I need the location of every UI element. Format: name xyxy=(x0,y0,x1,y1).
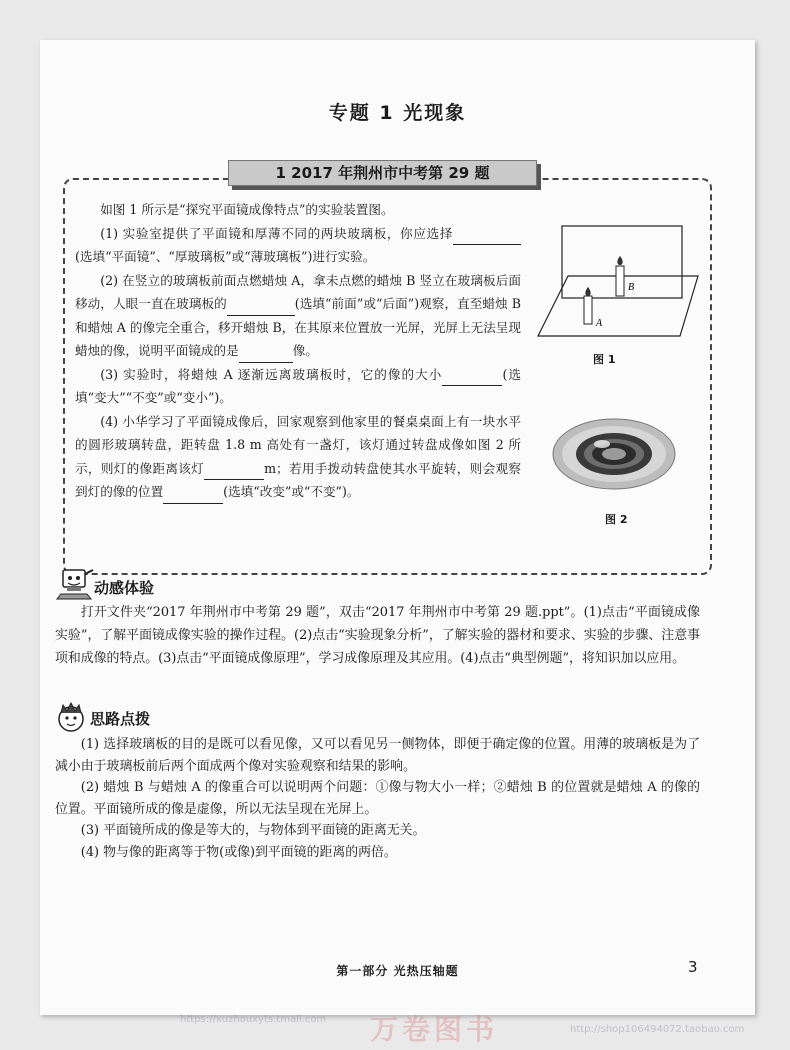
section-title-hints: 思路点拨 xyxy=(90,710,151,728)
answer-blank-4 xyxy=(442,371,502,386)
answer-blank-3 xyxy=(239,348,293,363)
question-intro: 如图 1 所示是“探究平面镜成像特点”的实验装置图。 xyxy=(100,202,394,217)
page-title: 专题 1 光现象 xyxy=(328,102,467,124)
experience-paragraph: 打开文件夹“2017 年荆州市中考第 29 题”，双击“2017 年荆州市中考第 29 题.ppt”。(1)点击“平面镜成像实验”，了解平面镜成像实验的操作过程。(2)点击“实验现象分析”，了解实验的器材和要求、实验的步骤、注意事项和成像的特点。(3)点击“平面镜成像原理”，学习成像原理及其应用。(4)点击“典型例题”，将知识加以应用。 xyxy=(55,605,700,666)
section-title-experience: 动感体验 xyxy=(94,579,155,597)
thinking-boy-icon xyxy=(53,700,89,736)
watermark-logo: 万卷图书 xyxy=(370,1013,499,1046)
watermark-right-url: http://shop106494072.taobao.com xyxy=(570,1024,745,1035)
label-b: B xyxy=(628,282,635,293)
candle-b xyxy=(616,266,624,296)
question-part-3: (3) 实验时，将蜡烛 A 逐渐远离玻璃板时，它的像的大小 (选填“变大”“不变”或“变小”)。 xyxy=(75,366,521,405)
hint-2: (2) 蜡烛 B 与蜡烛 A 的像重合可以说明两个问题：①像与物大小一样；②蜡烛 B 的位置就是蜡烛 A 的像的位置。平面镜所成的像是虚像，所以无法呈现在光屏上。 xyxy=(55,780,700,817)
question-text xyxy=(75,198,521,504)
question-part-4: (4) 小华学习了平面镜成像后，回家观察到他家里的餐桌桌面上有一块水平的圆形玻璃转盘，距转盘 1.8 m 高处有一盏灯，该灯通过转盘成像如图 2 所示，则灯的像距离该灯 m；若用手拨动转盘使其水平旋转，则会观察到灯的像的位置 (选填“改变”或“不变”)。 xyxy=(75,410,521,504)
answer-blank-2 xyxy=(227,301,295,316)
footer-section: 第一部分 光热压轴题 xyxy=(336,964,459,978)
answer-blank-5 xyxy=(204,465,264,480)
figure-1-apparatus xyxy=(528,224,700,344)
watermark-left-url: https://xuzhouxyts.tmall.com xyxy=(180,1014,327,1025)
question-part-1: (1) 实验室提供了平面镜和厚薄不同的两块玻璃板，你应选择(选填“平面镜”、“厚玻璃板”或“薄玻璃板”)进行实验。 xyxy=(75,222,521,269)
page-number: 3 xyxy=(688,958,698,976)
hints-paragraphs xyxy=(55,734,700,863)
question-part-2: (2) 在竖立的玻璃板前面点燃蜡烛 A，拿未点燃的蜡烛 B 竖立在玻璃板后面移动，人眼一直在玻璃板的 (选填“前面”或“后面”)观察，直至蜡烛 B 和蜡烛 A 的像完全重合，移开蜡烛 B，在其原来位置放一光屏，光屏上无法呈现蜡烛的像，说明平面镜成的是 像。 xyxy=(75,269,521,363)
hint-3: (3) 平面镜所成的像是等大的，与物体到平面镜的距离无关。 xyxy=(80,823,426,838)
document-page xyxy=(40,40,755,1015)
flame-icon xyxy=(585,287,590,296)
hint-1: (1) 选择玻璃板的目的是既可以看见像，又可以看见另一侧物体，即便于确定像的位置。用薄的玻璃板是为了减小由于玻璃板前后两个面成两个像对实验观察和结果的影响。 xyxy=(55,737,700,774)
label-a: A xyxy=(596,318,603,329)
lamp-reflection-icon xyxy=(594,440,610,448)
candle-a xyxy=(584,296,592,324)
flame-image-icon xyxy=(617,256,622,265)
hint-4: (4) 物与像的距离等于物(或像)到平面镜的距离的两倍。 xyxy=(80,844,397,860)
question-header: 1 2017 年荆州市中考第 29 题 xyxy=(228,160,537,186)
answer-blank-1 xyxy=(453,230,521,245)
figure-2-turntable-photo xyxy=(552,418,676,490)
figure-2-caption: 图 2 xyxy=(605,513,628,526)
answer-blank-6 xyxy=(163,489,223,504)
computer-mascot-icon xyxy=(53,568,95,602)
figure-1-caption: 图 1 xyxy=(593,353,616,366)
